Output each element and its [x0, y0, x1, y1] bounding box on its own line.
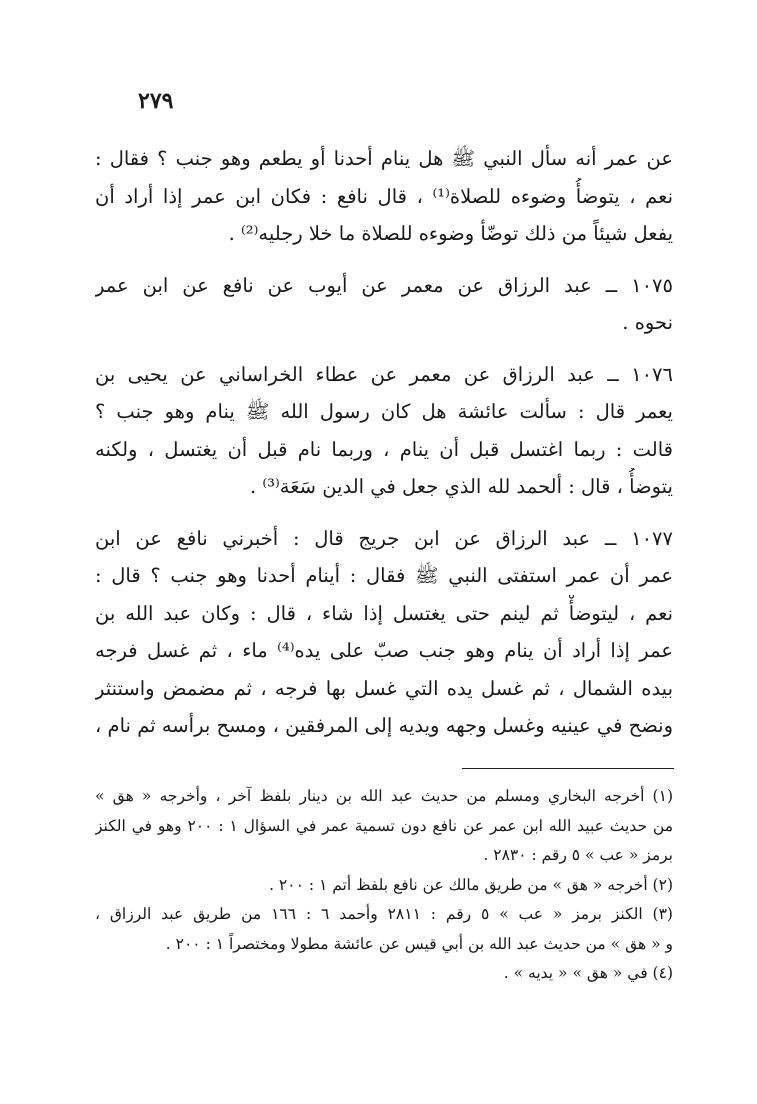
text-line: قالت : ربما اغتسل قبل أن ينام ، وربما نام قبل أن يغتسل ، ولكنه [95, 437, 673, 461]
footnote-line: من حديث عبيد الله ابن عمر عن نافع دون تسمية عمر في السؤال ١ : ٢٠٠ وهو في الكنز [95, 816, 673, 835]
text-line: يتوضأُ ، قال : ألحمد لله الذي جعل في الدين سَعَة⁽³⁾ . [249, 475, 673, 498]
text-line: بيده الشمال ، ثم غسل يده التي غسل بها فرجه ، ثم مضمض واستنثر [95, 676, 673, 700]
text-line: عن عمر أنه سأل النبي ﷺ هل ينام أحدنا أو يطعم وهو جنب ؟ فقال : [95, 147, 673, 170]
footnote-4: (٤) في « هق » « يديه » . [503, 964, 673, 982]
text-line: يعمر قال : سألت عائشة هل كان رسول الله ﷺ ينام وهو جنب ؟ [95, 400, 673, 423]
footnotes [95, 782, 673, 989]
main-text [95, 140, 673, 745]
hadith-1077-line: ١٠٧٧ ــ عبد الرزاق عن ابن جريج قال : أخبرني نافع عن ابن [95, 526, 673, 550]
text-line: يفعل شيئاً من ذلك توضّأ وضوءه للصلاة ما خلا رجليه⁽²⁾ . [228, 222, 673, 245]
hadith-1076-line: ١٠٧٦ ــ عبد الرزاق عن معمر عن عطاء الخراساني عن يحيى بن [95, 362, 673, 386]
footnote-divider [462, 768, 674, 769]
text-line: نحوه . [622, 311, 673, 334]
footnote-line: و « هق » من حديث عبد الله بن أبي قيس عن عائشة مطولا ومختصراً ١ : ٢٠٠ . [165, 934, 673, 953]
footnote-2: (٢) أخرجه « هق » من طريق مالك عن نافع بلفظ أتم ١ : ٢٠٠ . [269, 875, 673, 894]
footnote-1: (١) أخرجه البخاري ومسلم من حديث عبد الله بن دينار بلفظ آخر ، وأخرجه « هق » [95, 787, 673, 805]
text-line: عمر أن عمر استفتى النبي ﷺ فقال : أينام أحدنا وهو جنب ؟ قال : [95, 564, 673, 587]
hadith-1075-line: ١٠٧٥ ــ عبد الرزاق عن معمر عن أيوب عن نافع عن ابن عمر [95, 273, 673, 297]
text-line: نعم ، يتوضأُ وضوءه للصلاة⁽¹⁾ ، قال نافع : فكان ابن عمر إذا أراد أن [95, 184, 673, 208]
text-line: عمر إذا أراد أن ينام وهو جنب صبّ على يده⁽⁴⁾ ماء ، ثم غسل فرجه [95, 639, 673, 662]
text-line: نعم ، ليتوضأْ ثم لينم حتى يغتسل إذا شاء ، قال : وكان عبد الله بن [95, 601, 673, 625]
footnote-line: برمز « عب » ٥ رقم : ٢٨٣٠ . [483, 846, 673, 864]
footnote-3: (٣) الكنز برمز « عب » ٥ رقم : ٢٨١١ وأحمد ٦ : ١٦٦ من طريق عبد الرزاق ، [95, 905, 673, 923]
page-number: ٢٧٩ [138, 88, 174, 114]
text-line: ونضح في عينيه وغسل وجهه ويديه إلى المرفقين ، ومسح برأسه ثم نام ، [95, 714, 673, 737]
